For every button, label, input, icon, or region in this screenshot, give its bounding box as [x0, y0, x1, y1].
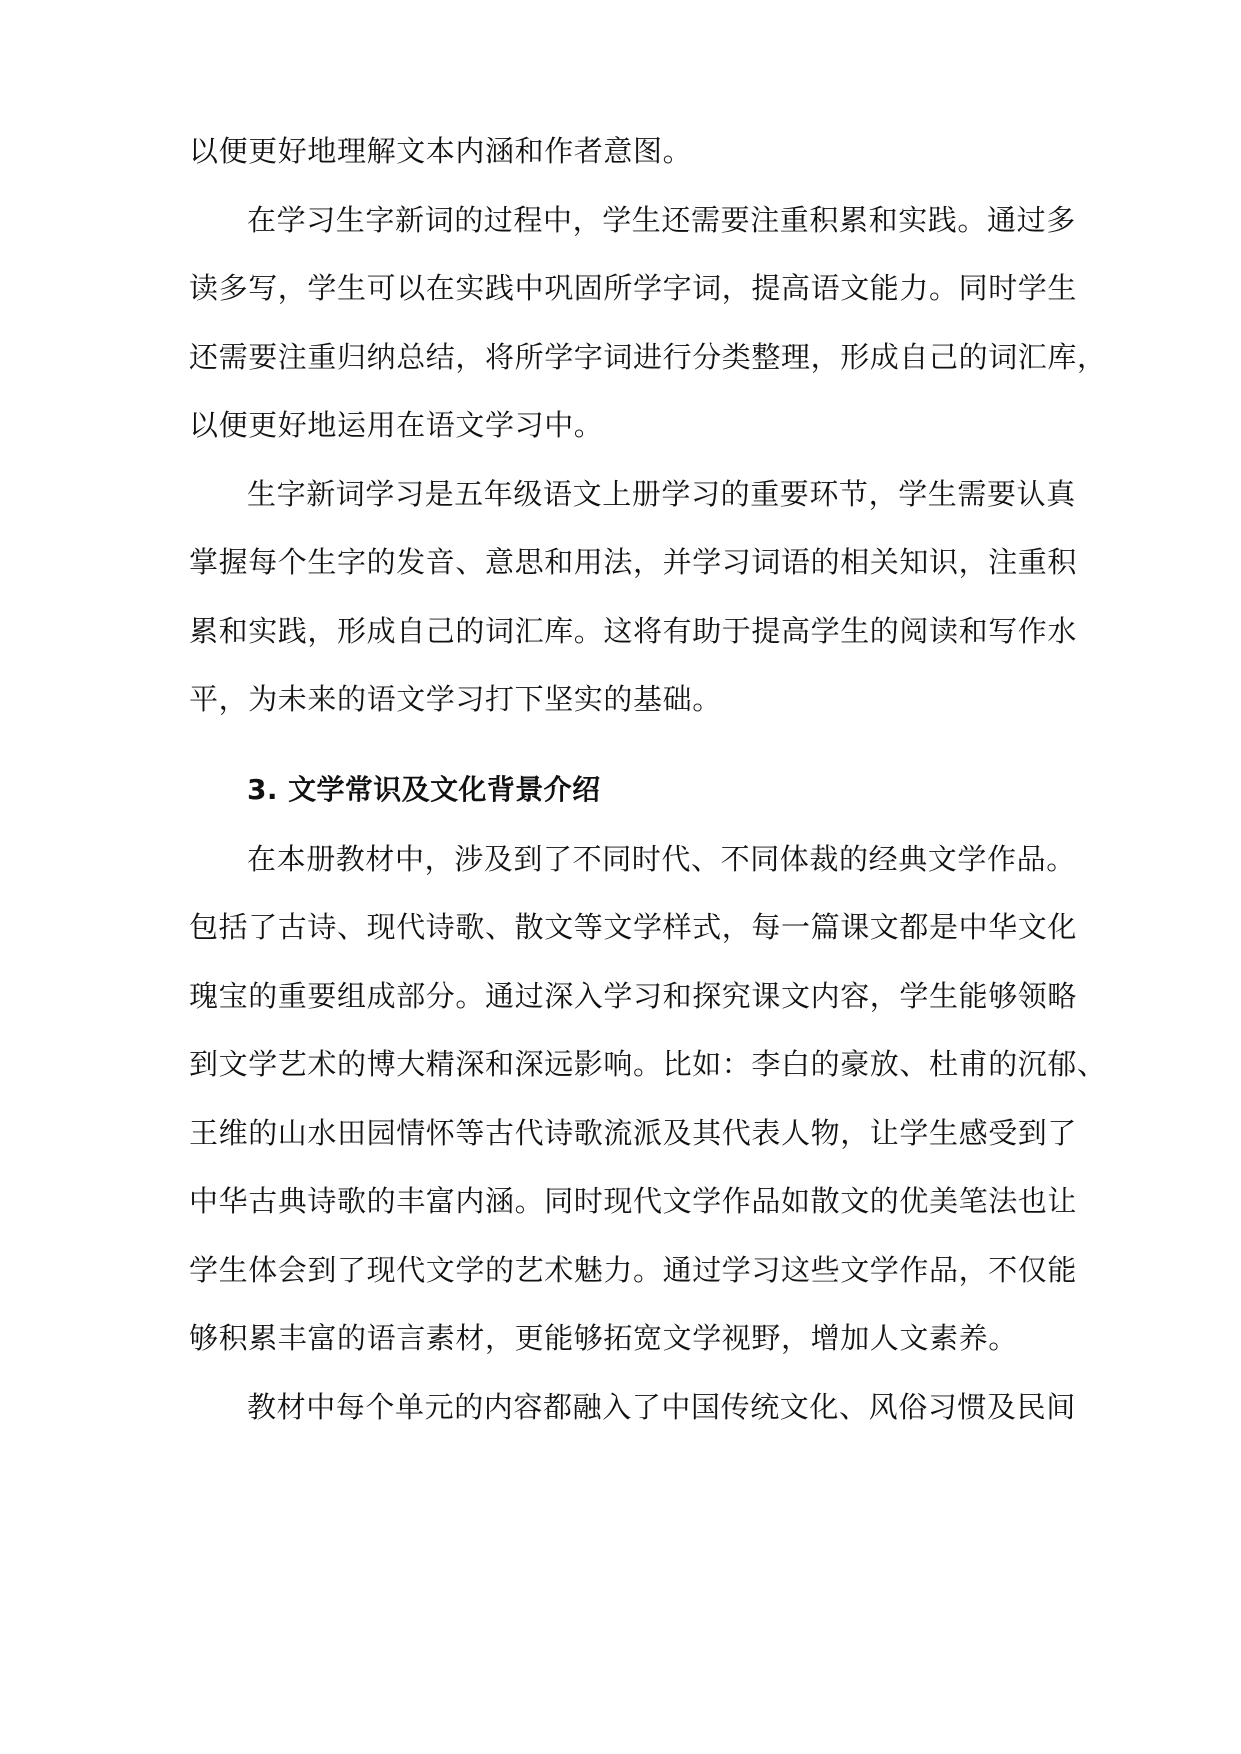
paragraph-first-line: 在本册教材中，涉及到了不同时代、不同体裁的经典文学作品。 — [247, 842, 1076, 876]
section-heading: 3. 文学常识及文化背景介绍 — [247, 773, 601, 806]
text-line: 读多写，学生可以在实践中巩固所学字词，提高语文能力。同时学生 — [189, 271, 1078, 305]
text-line: 学生体会到了现代文学的艺术魅力。通过学习这些文学作品，不仅能 — [189, 1253, 1078, 1287]
text-line: 到文学艺术的博大精深和深远影响。比如：李白的豪放、杜甫的沉郁、 — [189, 1047, 1107, 1081]
paragraph-first-line: 教材中每个单元的内容都融入了中国传统文化、风俗习惯及民间 — [247, 1390, 1076, 1424]
text-line: 王维的山水田园情怀等古代诗歌流派及其代表人物，让学生感受到了 — [189, 1116, 1078, 1150]
text-line: 瑰宝的重要组成部分。通过深入学习和探究课文内容，学生能够领略 — [189, 979, 1078, 1013]
text-line: 中华古典诗歌的丰富内涵。同时现代文学作品如散文的优美笔法也让 — [189, 1184, 1078, 1218]
text-line: 累和实践，形成自己的词汇库。这将有助于提高学生的阅读和写作水 — [189, 614, 1078, 648]
text-line: 平，为未来的语文学习打下坚实的基础。 — [189, 682, 722, 716]
text-line: 还需要注重归纳总结，将所学字词进行分类整理，形成自己的词汇库， — [189, 340, 1107, 374]
paragraph-first-line: 生字新词学习是五年级语文上册学习的重要环节，学生需要认真 — [247, 477, 1076, 511]
text-line: 包括了古诗、现代诗歌、散文等文学样式，每一篇课文都是中华文化 — [189, 910, 1078, 944]
text-line: 以便更好地运用在语文学习中。 — [189, 408, 604, 442]
text-line: 以便更好地理解文本内涵和作者意图。 — [189, 134, 693, 168]
paragraph-first-line: 在学习生字新词的过程中，学生还需要注重积累和实践。通过多 — [247, 203, 1076, 237]
text-line: 够积累丰富的语言素材，更能够拓宽文学视野，增加人文素养。 — [189, 1321, 1018, 1355]
text-line: 掌握每个生字的发音、意思和用法，并学习词语的相关知识，注重积 — [189, 545, 1078, 579]
